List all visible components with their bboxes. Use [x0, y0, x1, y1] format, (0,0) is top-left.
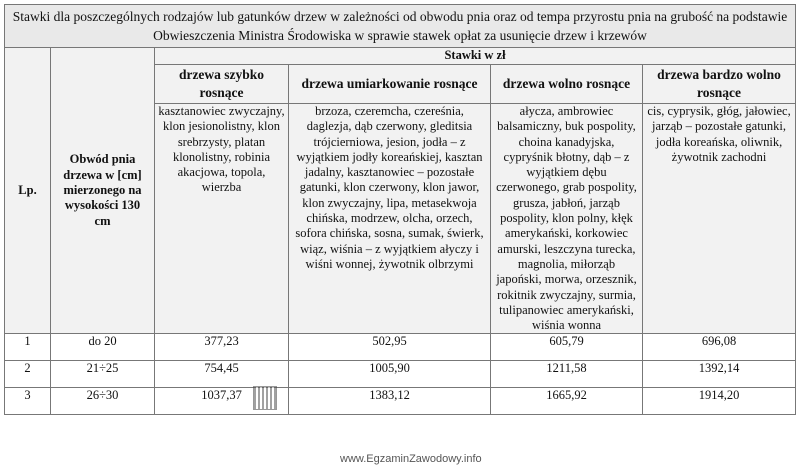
rates-header: Stawki w zł — [155, 48, 796, 65]
row-value-slow: 605,79 — [491, 334, 643, 361]
table-row — [5, 334, 796, 361]
row-lp: 2 — [5, 361, 51, 388]
row-value-slow: 1211,58 — [491, 361, 643, 388]
title-row — [5, 5, 796, 48]
category-fast-growing: drzewa szybko rosnące — [155, 65, 289, 104]
row-lp: 1 — [5, 334, 51, 361]
row-value-fast: 377,23 — [155, 334, 289, 361]
rates-table — [4, 4, 796, 415]
row-range: 21÷25 — [51, 361, 155, 388]
qr-code-icon — [253, 386, 277, 410]
table-row — [5, 388, 796, 415]
lp-header: Lp. — [5, 48, 51, 334]
table-title: Stawki dla poszczególnych rodzajów lub gatunków drzew w zależności od obwodu pnia oraz od tempa przyrostu pnia na grubość na podstawie Obwieszczenia Ministra Środowiska w sprawie stawek opłat za usunięcie drzew i krzewów — [5, 5, 796, 48]
table-row — [5, 361, 796, 388]
species-slow-growing: ałycza, ambrowiec balsamiczny, buk pospolity, choina kanadyjska, cypryśnik błotny, dąb – z wyjątkiem dębu czerwonego, grab pospolity, grusza, jabłoń, jarząb pospolity, klon polny, kłęk amerykański, korkowiec amurski, leszczyna turecka, magnolia, miłorząb japoński, morwa, orzesznik, rokitnik zwyczajny, surmia, tulipanowiec amerykański, wiśnia wonna — [491, 104, 643, 334]
species-moderate-growing: brzoza, czeremcha, czereśnia, daglezja, dąb czerwony, gleditsia trójcierniowa, jesion, jodła – z wyjątkiem jodły koreańskiej, kasztan jadalny, kasztanowiec – pozostałe gatunki, klon czerwony, klon jawor, klon zwyczajny, lipa, metasekwoja chińska, modrzew, olcha, orzech, sofora chińska, sosna, sumak, świerk, wiąz, wiśnia – z wyjątkiem ałyczy i wiśni wonnej, żywotnik olbrzymi — [289, 104, 491, 334]
row-value-very-slow: 1914,20 — [643, 388, 796, 415]
row-value-very-slow: 696,08 — [643, 334, 796, 361]
category-very-slow-growing: drzewa bardzo wolno rosnące — [643, 65, 796, 104]
species-fast-growing: kasztanowiec zwyczajny, klon jesionolistny, klon srebrzysty, platan klonolistny, robinia akacjowa, topola, wierzba — [155, 104, 289, 334]
row-value-slow: 1665,92 — [491, 388, 643, 415]
category-moderate-growing: drzewa umiarkowanie rosnące — [289, 65, 491, 104]
row-value-moderate: 1383,12 — [289, 388, 491, 415]
category-slow-growing: drzewa wolno rosnące — [491, 65, 643, 104]
row-value-very-slow: 1392,14 — [643, 361, 796, 388]
row-range: 26÷30 — [51, 388, 155, 415]
row-value-fast: 754,45 — [155, 361, 289, 388]
watermark: www.EgzaminZawodowy.info — [340, 453, 482, 465]
row-value-moderate: 1005,90 — [289, 361, 491, 388]
row-lp: 3 — [5, 388, 51, 415]
circumference-header: Obwód pnia drzewa w [cm] mierzonego na wysokości 130 cm — [51, 48, 155, 334]
row-value-moderate: 502,95 — [289, 334, 491, 361]
header-row-1 — [5, 48, 796, 65]
row-range: do 20 — [51, 334, 155, 361]
row-value-fast: 1037,37 — [155, 388, 289, 415]
species-very-slow-growing: cis, cyprysik, głóg, jałowiec, jarząb – pozostałe gatunki, jodła koreańska, oliwnik, żywotnik zachodni — [643, 104, 796, 334]
